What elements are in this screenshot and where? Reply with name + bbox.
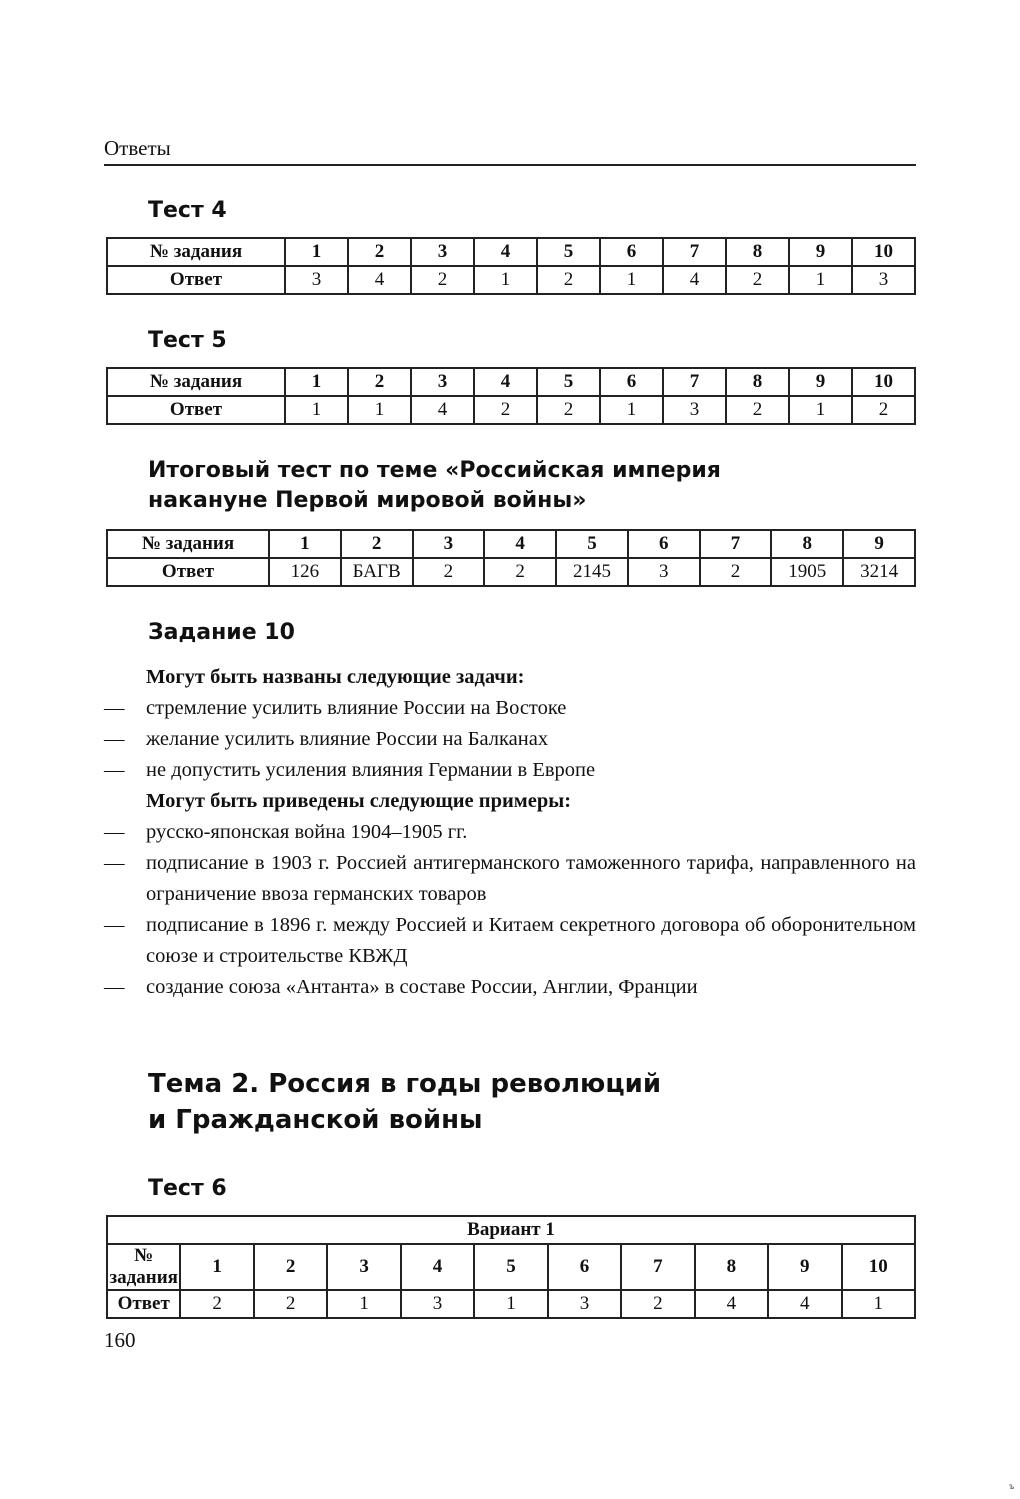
test5-title: Тест 5 [148,328,227,353]
task-number-cell: 7 [700,530,772,558]
task-number-row [107,238,915,266]
row-label-task: № задания [107,1244,180,1290]
list-item [104,817,916,848]
answer-cell: 2 [852,396,915,424]
task-number-cell: 5 [474,1244,547,1290]
answer-cell: 3 [285,266,348,294]
task-number-cell: 3 [327,1244,400,1290]
task-number-cell: 8 [695,1244,768,1290]
answer-cell: 2 [726,266,789,294]
test5-table [106,367,916,425]
dash-bullet: — [104,759,125,781]
answer-cell: 1 [474,1290,547,1318]
answer-cell: 1 [789,396,852,424]
goals-lead: Могут быть названы следующие задачи: [146,666,525,688]
task-number-cell: 9 [789,368,852,396]
final-test-title-line1: Итоговый тест по теме «Российская империя [148,458,721,483]
dash-bullet: — [104,728,125,750]
answer-cell: 2 [726,396,789,424]
task-number-cell: 9 [789,238,852,266]
answer-cell: 1 [327,1290,400,1318]
answer-cell: 3214 [843,558,915,586]
task-number-cell: 4 [474,238,537,266]
task-number-cell: 10 [842,1244,915,1290]
task-number-cell: 8 [726,238,789,266]
answer-cell: 1 [285,396,348,424]
task-number-row [107,1244,915,1290]
list-item [104,972,916,1003]
answer-cell: 2 [411,266,474,294]
task-number-cell: 3 [411,368,474,396]
variant-row [107,1216,915,1244]
answer-cell: 2 [413,558,485,586]
list-item-text: желание усилить влияние России на Балканах [146,728,549,750]
task-number-cell: 7 [663,368,726,396]
answer-cell: 1 [474,266,537,294]
answer-cell: 1905 [771,558,843,586]
answer-cell: 2 [537,266,600,294]
row-label-answer: Ответ [107,266,285,294]
list-item [104,724,916,755]
list-item-text: создание союза «Антанта» в составе России, Англии, Франции [146,976,698,998]
examples-lead: Могут быть приведены следующие примеры: [146,790,572,812]
list-item-text: не допустить усиления влияния Германии в Европе [146,759,596,781]
task-number-cell: 4 [484,530,556,558]
task-number-cell: 5 [537,238,600,266]
list-item-text: русско-японская война 1904–1905 гг. [146,821,468,843]
task-number-cell: 3 [411,238,474,266]
task-number-cell: 2 [254,1244,327,1290]
task-number-cell: 9 [768,1244,841,1290]
task-number-cell: 1 [285,238,348,266]
task-number-cell: 3 [413,530,485,558]
task-number-cell: 5 [537,368,600,396]
answer-cell: 2 [537,396,600,424]
running-head: Ответы [104,136,171,160]
dash-bullet: — [104,697,125,719]
answer-cell: 1 [842,1290,915,1318]
topic2-title-line1: Тема 2. Россия в годы революций [148,1069,662,1099]
corner-mark: ъ [1009,1481,1014,1491]
task-number-cell: 6 [548,1244,621,1290]
list-item [104,848,916,910]
answer-cell: 4 [695,1290,768,1318]
task-number-cell: 1 [285,368,348,396]
task-number-cell: 1 [180,1244,253,1290]
dash-bullet: — [104,821,125,843]
list-item-text: подписание в 1903 г. Россией антигерманского таможенного тарифа, направленного на ограничение ввоза германских товаров [146,852,916,905]
answer-cell: 2 [621,1290,694,1318]
answer-cell: 2 [254,1290,327,1318]
answer-cell: 4 [348,266,411,294]
answer-row [107,396,915,424]
answer-row [107,1290,915,1318]
row-label-answer: Ответ [107,558,269,586]
topic2-title [148,1066,661,1138]
answer-cell: 3 [852,266,915,294]
task-number-cell: 6 [600,368,663,396]
answer-cell: 2 [180,1290,253,1318]
task-number-cell: 4 [474,368,537,396]
task-number-cell: 2 [348,238,411,266]
row-label-answer: Ответ [107,396,285,424]
answer-cell: 4 [768,1290,841,1318]
answer-cell: 1 [348,396,411,424]
answer-cell: 1 [789,266,852,294]
task-number-cell: 4 [401,1244,474,1290]
answer-cell: 1 [600,396,663,424]
examples-list [104,817,916,1003]
list-item-text: подписание в 1896 г. между Россией и Китаем секретного договора об оборонительном союзе и строительстве КВЖД [146,914,916,967]
row-label-task: № задания [107,238,285,266]
answer-cell: 126 [269,558,341,586]
answer-cell: 2 [700,558,772,586]
task10-body [104,662,916,1003]
answer-row [107,266,915,294]
task-number-cell: 2 [341,530,413,558]
final-test-title [148,456,721,516]
test6-table [106,1215,916,1319]
task-number-cell: 7 [621,1244,694,1290]
dash-bullet: — [104,976,125,998]
task-number-cell: 10 [852,368,915,396]
test6-title: Тест 6 [148,1176,227,1201]
answer-cell: 2145 [556,558,628,586]
task-number-cell: 1 [269,530,341,558]
task-number-row [107,530,915,558]
answer-cell: 1 [600,266,663,294]
goals-list [104,693,916,786]
final-test-table [106,529,916,587]
task-number-cell: 6 [628,530,700,558]
row-label-task: № задания [107,368,285,396]
test4-title: Тест 4 [148,198,227,223]
task-number-cell: 8 [726,368,789,396]
final-test-title-line2: накануне Первой мировой войны» [148,488,587,513]
variant-label: Вариант 1 [107,1216,915,1244]
task-number-cell: 6 [600,238,663,266]
header-rule [104,164,916,166]
list-item [104,693,916,724]
task10-title: Задание 10 [148,620,295,645]
answer-cell: 3 [401,1290,474,1318]
row-label-answer: Ответ [107,1290,180,1318]
list-item [104,910,916,972]
task-number-cell: 5 [556,530,628,558]
answer-cell: 2 [474,396,537,424]
list-item [104,755,916,786]
dash-bullet: — [104,852,125,874]
row-label-task: № задания [107,530,269,558]
task-number-cell: 9 [843,530,915,558]
answer-cell: 2 [484,558,556,586]
answer-cell: 3 [628,558,700,586]
task-number-cell: 8 [771,530,843,558]
page-number: 160 [104,1328,136,1352]
topic2-title-line2: и Гражданской войны [148,1105,483,1135]
test4-table [106,237,916,295]
dash-bullet: — [104,914,125,936]
answer-cell: 4 [663,266,726,294]
list-item-text: стремление усилить влияние России на Востоке [146,697,567,719]
task-number-cell: 7 [663,238,726,266]
answer-cell: 3 [548,1290,621,1318]
answer-cell: 3 [663,396,726,424]
task-number-cell: 2 [348,368,411,396]
task-number-row [107,368,915,396]
answer-row [107,558,915,586]
task-number-cell: 10 [852,238,915,266]
answer-cell: 4 [411,396,474,424]
answer-cell: БАГВ [341,558,413,586]
